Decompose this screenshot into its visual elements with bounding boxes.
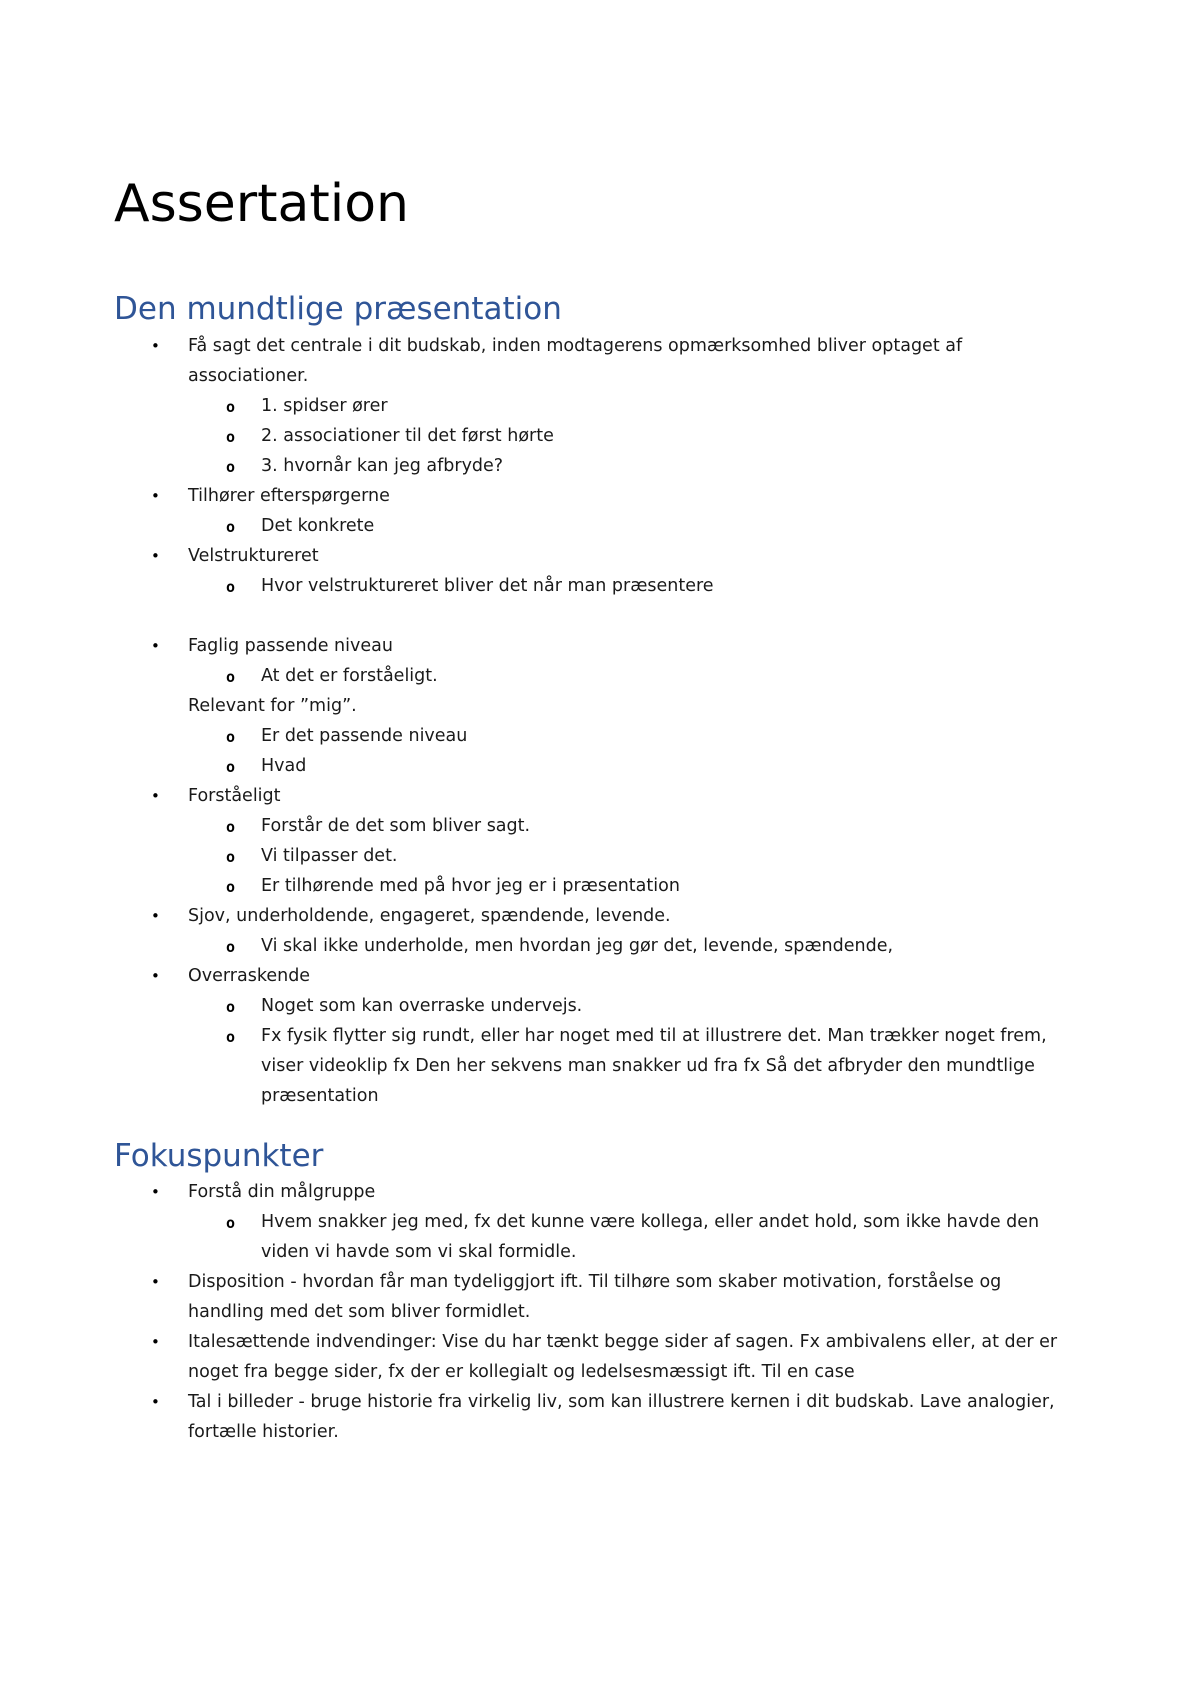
bullet-marker: •	[151, 787, 160, 805]
document-title: Assertation	[114, 174, 409, 234]
bullet-marker: •	[151, 1393, 160, 1411]
list-item: Tilhører efterspørgerne	[188, 486, 390, 506]
sub-bullet-marker: o	[226, 878, 236, 896]
sub-bullet-marker: o	[226, 398, 236, 416]
sub-list-item: Hvor velstruktureret bliver det når man præsentere	[261, 576, 714, 596]
list-item-continuation: handling med det som bliver formidlet.	[188, 1302, 531, 1322]
sub-list-item-continuation: viden vi havde som vi skal formidle.	[261, 1242, 577, 1262]
list-item-continuation: associationer.	[188, 366, 309, 386]
sub-list-item: 2. associationer til det først hørte	[261, 426, 554, 446]
list-item: Velstruktureret	[188, 546, 319, 566]
bullet-marker: •	[151, 487, 160, 505]
sub-list-item: Noget som kan overraske undervejs.	[261, 996, 583, 1016]
section-heading-mundtlige: Den mundtlige præsentation	[114, 291, 562, 327]
bullet-marker: •	[151, 1333, 160, 1351]
sub-list-item-continuation: præsentation	[261, 1086, 379, 1106]
list-item: Forståeligt	[188, 786, 281, 806]
sub-list-item: Forstår de det som bliver sagt.	[261, 816, 531, 836]
sub-bullet-marker: o	[226, 518, 236, 536]
bullet-marker: •	[151, 1273, 160, 1291]
sub-bullet-marker: o	[226, 758, 236, 776]
sub-bullet-marker: o	[226, 458, 236, 476]
sub-list-item: Hvem snakker jeg med, fx det kunne være kollega, eller andet hold, som ikke havde den	[261, 1212, 1040, 1232]
bullet-marker: •	[151, 547, 160, 565]
sub-list-item: 3. hvornår kan jeg afbryde?	[261, 456, 504, 476]
list-item: Overraskende	[188, 966, 311, 986]
sub-list-item: Er det passende niveau	[261, 726, 468, 746]
sub-list-item: 1. spidser ører	[261, 396, 388, 416]
sub-bullet-marker: o	[226, 428, 236, 446]
list-item: Sjov, underholdende, engageret, spændende, levende.	[188, 906, 671, 926]
sub-list-item: Vi tilpasser det.	[261, 846, 398, 866]
sub-list-item: Det konkrete	[261, 516, 375, 536]
sub-list-item: Er tilhørende med på hvor jeg er i præsentation	[261, 876, 680, 896]
list-item: Disposition - hvordan får man tydeliggjort ift. Til tilhøre som skaber motivation, forståelse og	[188, 1272, 1002, 1292]
bullet-marker: •	[151, 967, 160, 985]
sub-bullet-marker: o	[226, 668, 236, 686]
sub-bullet-marker: o	[226, 728, 236, 746]
sub-list-item-continuation: viser videoklip fx Den her sekvens man snakker ud fra fx Så det afbryder den mundtlige	[261, 1056, 1035, 1076]
list-item: Faglig passende niveau	[188, 636, 393, 656]
sub-list-item: Fx fysik flytter sig rundt, eller har noget med til at illustrere det. Man trækker noget frem,	[261, 1026, 1047, 1046]
sub-bullet-marker: o	[226, 848, 236, 866]
sub-list-item: Vi skal ikke underholde, men hvordan jeg gør det, levende, spændende,	[261, 936, 894, 956]
list-item: Få sagt det centrale i dit budskab, inden modtagerens opmærksomhed bliver optaget af	[188, 336, 963, 356]
sub-bullet-marker: o	[226, 578, 236, 596]
bullet-marker: •	[151, 337, 160, 355]
list-item-continuation: noget fra begge sider, fx der er kollegialt og ledelsesmæssigt ift. Til en case	[188, 1362, 855, 1382]
sub-list-item: At det er forståeligt.	[261, 666, 438, 686]
section-heading-fokuspunkter: Fokuspunkter	[114, 1138, 324, 1174]
sub-bullet-marker: o	[226, 998, 236, 1016]
plain-paragraph: Relevant for ”mig”.	[188, 696, 357, 716]
list-item: Tal i billeder - bruge historie fra virkelig liv, som kan illustrere kernen i dit budskab. Lave analogier,	[188, 1392, 1055, 1412]
bullet-marker: •	[151, 637, 160, 655]
sub-bullet-marker: o	[226, 938, 236, 956]
bullet-marker: •	[151, 1183, 160, 1201]
sub-bullet-marker: o	[226, 1214, 236, 1232]
bullet-marker: •	[151, 907, 160, 925]
sub-bullet-marker: o	[226, 818, 236, 836]
list-item: Forstå din målgruppe	[188, 1182, 376, 1202]
list-item: Italesættende indvendinger: Vise du har tænkt begge sider af sagen. Fx ambivalens eller, at der er	[188, 1332, 1058, 1352]
list-item-continuation: fortælle historier.	[188, 1422, 339, 1442]
sub-bullet-marker: o	[226, 1028, 236, 1046]
sub-list-item: Hvad	[261, 756, 307, 776]
